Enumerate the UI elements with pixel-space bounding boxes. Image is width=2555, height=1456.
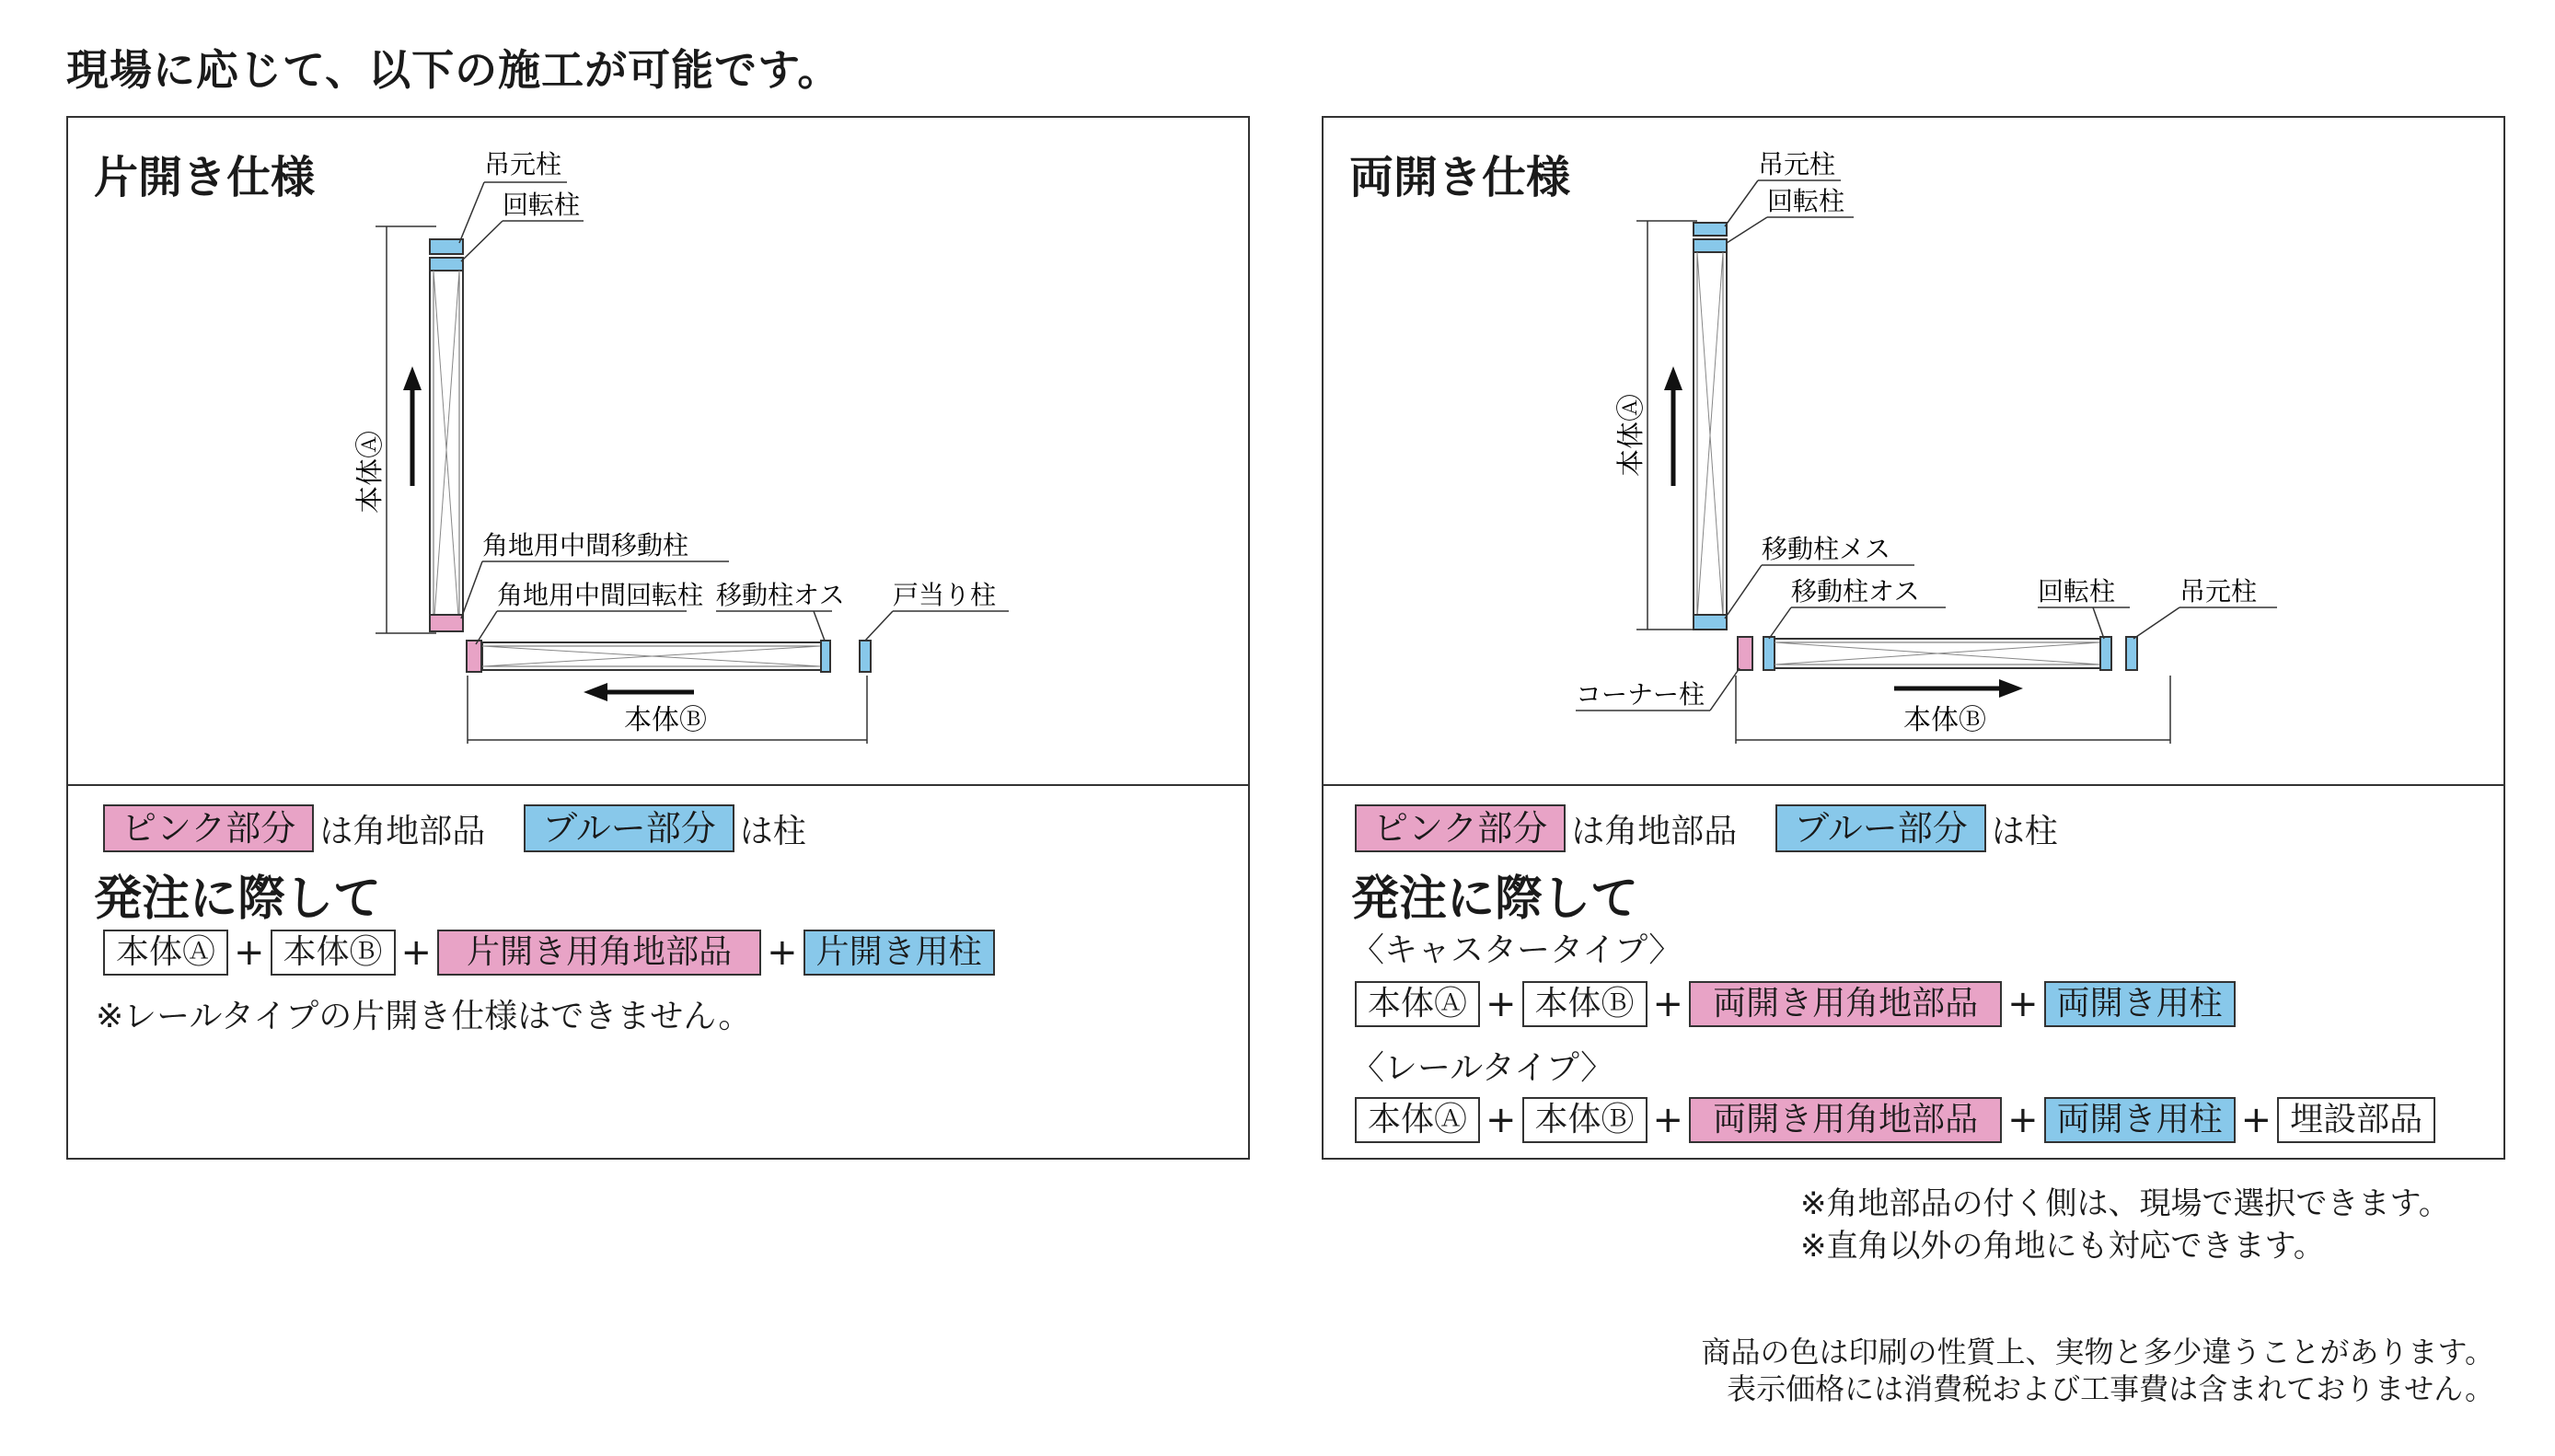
single-swing-diagram [68,118,1252,784]
hanging-post-label: 吊元柱 [484,149,562,179]
formula-corner-parts: 片開き用角地部品 [437,930,761,976]
color-legend [1355,804,2064,852]
panel-divider [1324,784,2503,786]
blue-legend-tag: ブルー部分 [524,804,734,852]
panel-divider [68,784,1248,786]
double-swing-diagram [1324,118,2507,784]
single-swing-panel [66,116,1250,1160]
formula-body-a: 本体Ⓐ [103,930,228,976]
formula-body-b: 本体Ⓑ [1522,981,1647,1027]
moving-post-male-label: 移動柱オス [1791,576,1920,607]
body-b-label: 本体Ⓑ [624,704,707,736]
corner-post-label: コーナー柱 [1576,679,1705,710]
pivot-post [430,258,463,271]
body-a-label: 本体Ⓐ [1615,394,1647,477]
single-swing-note: ※レールタイプの片開き仕様はできません。 [96,998,752,1035]
pivot-post-2-label: 回転柱 [2038,576,2116,607]
pivot-post-label: 回転柱 [503,190,581,220]
hanging-post [430,239,463,254]
formula-corner-parts: 両開き用角地部品 [1689,1097,2002,1143]
door-stop-post-label: 戸当り柱 [893,580,997,610]
caster-type-heading: 〈キャスタータイプ〉 [1351,931,1682,969]
double-swing-panel [1322,116,2505,1160]
footer-color-disclaimer: 商品の色は印刷の性質上、実物と多少違うことがあります。 [1701,1335,2494,1369]
pink-legend-desc: は角地部品 [319,812,486,850]
corner-moving-post-label: 角地用中間移動柱 [482,530,689,560]
formula-body-a: 本体Ⓐ [1355,1097,1480,1143]
single-swing-formula: 本体Ⓐ + 本体Ⓑ + 片開き用角地部品 + 片開き用柱 [103,930,995,976]
caster-formula: 本体Ⓐ + 本体Ⓑ + 両開き用角地部品 + 両開き用柱 [1355,981,2236,1027]
blue-legend-desc: は柱 [1991,812,2058,850]
double-swing-title: 両開き仕様 [1349,152,1571,203]
formula-posts: 両開き用柱 [2044,1097,2236,1143]
corner-pivot-post [467,641,481,672]
formula-body-b: 本体Ⓑ [1522,1097,1647,1143]
corner-post [1738,637,1752,670]
body-a-label: 本体Ⓐ [354,431,387,514]
door-stop-post [860,641,871,672]
rail-type-heading: 〈レールタイプ〉 [1351,1049,1614,1087]
formula-body-a: 本体Ⓐ [1355,981,1480,1027]
order-title: 発注に際して [94,872,382,927]
note-corner-side: ※角地部品の付く側は、現場で選択できます。 [1800,1185,2450,1222]
formula-posts: 片開き用柱 [803,930,995,976]
moving-post-male [821,641,830,672]
pivot-post-label: 回転柱 [1767,186,1845,216]
moving-post-female [1694,615,1727,630]
note-non-right-angle: ※直角以外の角地にも対応できます。 [1800,1228,2325,1265]
body-b-label: 本体Ⓑ [1903,704,1986,736]
hanging-post [1694,223,1727,236]
formula-buried-parts: 埋設部品 [2277,1097,2435,1143]
corner-moving-post [430,615,463,631]
pink-legend-desc: は角地部品 [1571,812,1738,850]
moving-post-female-label: 移動柱メス [1762,534,1891,564]
blue-legend-tag: ブルー部分 [1775,804,1985,852]
blue-legend-desc: は柱 [739,812,806,850]
pivot-post-2 [2100,637,2111,670]
moving-post-male-label: 移動柱オス [716,580,845,610]
hanging-post-2 [2126,637,2137,670]
formula-posts: 両開き用柱 [2044,981,2236,1027]
hanging-post-label: 吊元柱 [1758,149,1836,179]
order-title: 発注に際して [1351,872,1639,927]
corner-pivot-post-label: 角地用中間回転柱 [497,580,704,610]
pivot-post [1694,239,1727,252]
rail-formula: 本体Ⓐ + 本体Ⓑ + 両開き用角地部品 + 両開き用柱 + 埋設部品 [1355,1097,2435,1143]
hanging-post-2-label: 吊元柱 [2179,576,2258,607]
page-heading: 現場に応じて、以下の施工が可能です。 [66,45,841,95]
moving-post-male [1763,637,1775,670]
footer-price-disclaimer: 表示価格には消費税および工事費は含まれておりません。 [1727,1371,2494,1406]
pink-legend-tag: ピンク部分 [1355,804,1566,852]
pink-legend-tag: ピンク部分 [103,804,314,852]
color-legend [103,804,812,852]
formula-body-b: 本体Ⓑ [271,930,396,976]
formula-corner-parts: 両開き用角地部品 [1689,981,2002,1027]
single-swing-title: 片開き仕様 [94,152,316,203]
